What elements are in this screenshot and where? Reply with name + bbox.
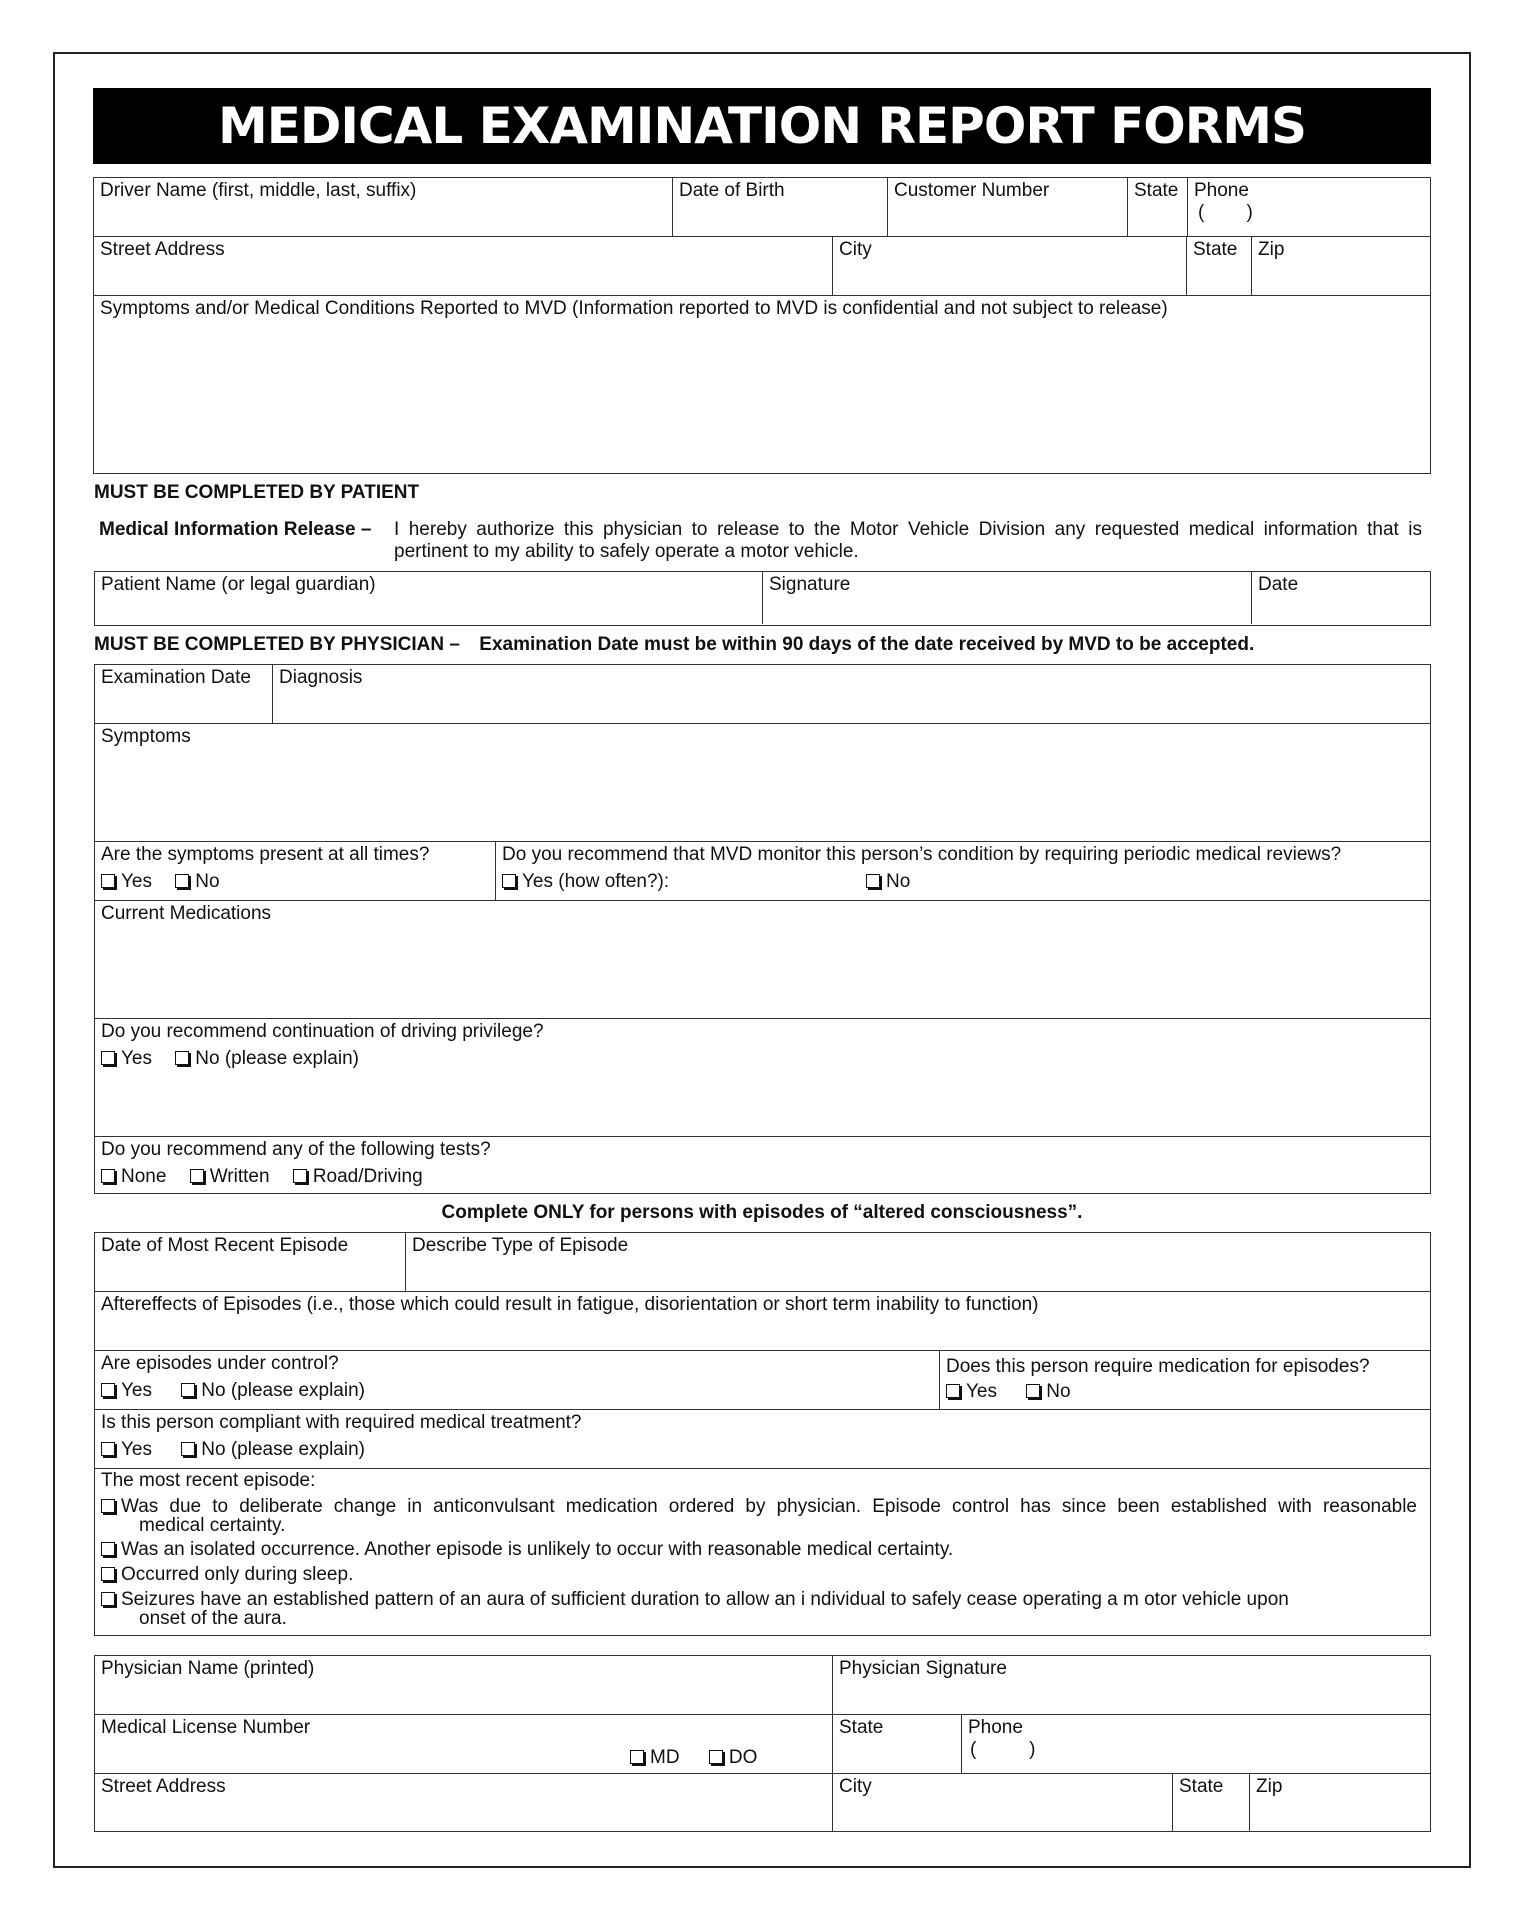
patient-date-field[interactable] xyxy=(1252,572,1430,624)
physician-street-label: Street Address xyxy=(101,1776,226,1797)
city-field[interactable] xyxy=(833,237,1187,296)
medications-label: Current Medications xyxy=(101,903,272,924)
diagnosis-field[interactable] xyxy=(273,665,1430,724)
checkbox-icon[interactable] xyxy=(101,874,115,888)
patient-signature-label: Signature xyxy=(769,574,851,595)
monitor-no[interactable]: No xyxy=(866,871,910,893)
episode-type-field[interactable] xyxy=(406,1233,1430,1292)
episode-type-label: Describe Type of Episode xyxy=(412,1235,629,1256)
checkbox-icon[interactable] xyxy=(946,1384,960,1398)
physician-phone-label: Phone xyxy=(968,1717,1023,1738)
symptoms-present-no[interactable]: No xyxy=(175,871,219,892)
symptoms-present-field xyxy=(95,842,496,901)
checkbox-icon[interactable] xyxy=(630,1750,644,1764)
patient-signature-section xyxy=(94,571,1431,626)
checkbox-icon[interactable] xyxy=(101,1592,115,1606)
customer-number-field[interactable] xyxy=(888,178,1128,237)
continue-yes[interactable]: Yes xyxy=(101,1048,152,1069)
diagnosis-label: Diagnosis xyxy=(279,667,363,688)
symptoms-present-question: Are the symptoms present at all times? xyxy=(101,844,430,865)
physician-exam-section xyxy=(94,664,1431,1194)
physician-zip-label: Zip xyxy=(1256,1776,1283,1797)
checkbox-icon[interactable] xyxy=(866,874,880,888)
patient-name-field[interactable] xyxy=(95,572,763,624)
form-title: MEDICAL EXAMINATION REPORT FORMS xyxy=(93,88,1431,164)
checkbox-icon[interactable] xyxy=(190,1169,204,1183)
exam-symptoms-field[interactable] xyxy=(95,724,1430,842)
tests-road[interactable]: Road/Driving xyxy=(293,1166,423,1187)
episode-medication-field xyxy=(940,1351,1430,1410)
license-label: Medical License Number xyxy=(101,1717,311,1738)
checkbox-icon[interactable] xyxy=(101,1542,115,1556)
phone-field[interactable] xyxy=(1188,178,1430,237)
compliant-field xyxy=(95,1410,1430,1469)
driver-info-section xyxy=(93,177,1431,474)
release-text-line-2: pertinent to my ability to safely operate a motor vehicle. xyxy=(394,541,859,562)
do-option[interactable]: DO xyxy=(709,1747,758,1768)
checkbox-icon[interactable] xyxy=(293,1169,307,1183)
customer-number-label: Customer Number xyxy=(894,180,1050,201)
episode-option-2[interactable]: Was an isolated occurrence. Another episode is unlikely to occur with reasonable medical certainty. xyxy=(101,1540,1424,1560)
episode-option-4[interactable]: Seizures have an established pattern of an aura of sufficient duration to allow an i ndividual to safely cease operating a m otor vehicle upon onset of the aura. xyxy=(101,1590,1424,1628)
release-text-line-1: I hereby authorize this physician to release to the Motor Vehicle Division any requested medical information that is xyxy=(394,519,1422,540)
phone-area-code: ( ) xyxy=(1198,202,1253,223)
physician-name-label: Physician Name (printed) xyxy=(101,1658,315,1679)
checkbox-icon[interactable] xyxy=(101,1499,115,1513)
state2-field[interactable] xyxy=(1187,237,1252,296)
physician-state2-label: State xyxy=(1179,1776,1224,1797)
control-yes[interactable]: Yes xyxy=(101,1380,152,1401)
continue-driving-question: Do you recommend continuation of driving privilege? xyxy=(101,1021,544,1042)
state2-label: State xyxy=(1193,239,1238,260)
symptoms-present-yes[interactable]: Yes xyxy=(101,871,152,892)
checkbox-icon[interactable] xyxy=(181,1442,195,1456)
patient-date-label: Date xyxy=(1258,574,1299,595)
episode-option-1[interactable]: Was due to deliberate change in anticonvulsant medication ordered by physician. Episode control has since been established with reasonable medical certainty. xyxy=(101,1497,1424,1535)
tests-field xyxy=(95,1137,1430,1193)
checkbox-icon[interactable] xyxy=(101,1051,115,1065)
dob-label: Date of Birth xyxy=(679,180,785,201)
checkbox-icon[interactable] xyxy=(181,1383,195,1397)
physician-info-section xyxy=(94,1655,1431,1832)
physician-name-field[interactable] xyxy=(95,1656,833,1715)
physician-zip-field[interactable] xyxy=(1250,1774,1430,1831)
physician-heading-title: MUST BE COMPLETED BY PHYSICIAN – xyxy=(94,634,460,655)
checkbox-icon[interactable] xyxy=(175,1051,189,1065)
release-title: Medical Information Release – xyxy=(99,519,372,540)
checkbox-icon[interactable] xyxy=(101,1442,115,1456)
compliant-question: Is this person compliant with required medical treatment? xyxy=(101,1412,582,1433)
episode-medication-question: Does this person require medication for episodes? xyxy=(946,1356,1370,1377)
most-recent-episode-field xyxy=(95,1469,1430,1635)
aftereffects-label: Aftereffects of Episodes (i.e., those which could result in fatigue, disorientation or short term inability to function) xyxy=(101,1294,1039,1315)
md-option[interactable]: MD xyxy=(630,1747,680,1768)
physician-phone-field[interactable] xyxy=(962,1715,1430,1774)
compliant-yes[interactable]: Yes xyxy=(101,1439,152,1460)
patient-name-label: Patient Name (or legal guardian) xyxy=(101,574,376,595)
exam-date-label: Examination Date xyxy=(101,667,251,688)
medication-yes[interactable]: Yes xyxy=(946,1381,997,1402)
checkbox-icon[interactable] xyxy=(101,1169,115,1183)
control-no[interactable]: No (please explain) xyxy=(181,1380,365,1401)
continue-no[interactable]: No (please explain) xyxy=(175,1048,359,1069)
recent-episode-label: Date of Most Recent Episode xyxy=(101,1235,349,1256)
episodes-heading: Complete ONLY for persons with episodes of “altered consciousness”. xyxy=(441,1202,1083,1223)
episodes-control-field xyxy=(95,1351,940,1410)
checkbox-icon[interactable] xyxy=(502,874,516,888)
driver-name-field[interactable] xyxy=(94,178,673,237)
tests-question: Do you recommend any of the following tests? xyxy=(101,1139,491,1160)
physician-state2-field[interactable] xyxy=(1173,1774,1250,1831)
checkbox-icon[interactable] xyxy=(175,874,189,888)
zip-field[interactable] xyxy=(1252,237,1430,296)
street-label: Street Address xyxy=(100,239,225,260)
compliant-no[interactable]: No (please explain) xyxy=(181,1439,365,1460)
most-recent-label: The most recent episode: xyxy=(101,1470,316,1491)
physician-heading-note: Examination Date must be within 90 days of the date received by MVD to be accepted. xyxy=(479,634,1255,655)
reported-symptoms-label: Symptoms and/or Medical Conditions Reported to MVD (Information reported to MVD is confidential and not subject to release) xyxy=(100,298,1168,319)
physician-signature-field[interactable] xyxy=(833,1656,1430,1715)
aftereffects-field[interactable] xyxy=(95,1292,1430,1351)
state-label: State xyxy=(1134,180,1179,201)
episodes-section xyxy=(94,1232,1431,1636)
monitor-question: Do you recommend that MVD monitor this person’s condition by requiring periodic medical reviews? xyxy=(502,844,1342,865)
physician-city-label: City xyxy=(839,1776,872,1797)
street-field[interactable] xyxy=(94,237,833,296)
checkbox-icon[interactable] xyxy=(709,1750,723,1764)
tests-written[interactable]: Written xyxy=(190,1166,270,1187)
patient-signature-field[interactable] xyxy=(763,572,1252,624)
exam-date-field[interactable] xyxy=(95,665,273,724)
continue-driving-field xyxy=(95,1019,1430,1137)
driver-name-label: Driver Name (first, middle, last, suffix) xyxy=(100,180,417,201)
monitor-yes[interactable]: Yes (how often?): xyxy=(502,871,669,892)
release-text xyxy=(394,519,1422,562)
dob-field[interactable] xyxy=(673,178,888,237)
checkbox-icon[interactable] xyxy=(1026,1384,1040,1398)
checkbox-icon[interactable] xyxy=(101,1567,115,1581)
zip-label: Zip xyxy=(1258,239,1285,260)
state-field[interactable] xyxy=(1128,178,1188,237)
reported-symptoms-field[interactable] xyxy=(94,296,1430,472)
recent-episode-field[interactable] xyxy=(95,1233,406,1292)
physician-heading xyxy=(94,634,1254,656)
physician-state-field[interactable] xyxy=(833,1715,962,1774)
episodes-control-question: Are episodes under control? xyxy=(101,1353,339,1374)
physician-city-field[interactable] xyxy=(833,1774,1173,1831)
physician-phone-area-code: ( ) xyxy=(970,1739,1036,1760)
medications-field[interactable] xyxy=(95,901,1430,1019)
city-label: City xyxy=(839,239,872,260)
physician-street-field[interactable] xyxy=(95,1774,833,1831)
exam-symptoms-label: Symptoms xyxy=(101,726,191,747)
tests-none[interactable]: None xyxy=(101,1166,166,1187)
phone-label: Phone xyxy=(1194,180,1249,201)
physician-state-label: State xyxy=(839,1717,884,1738)
monitor-field xyxy=(496,842,1430,901)
license-field[interactable] xyxy=(95,1715,833,1774)
episode-option-3[interactable]: Occurred only during sleep. xyxy=(101,1565,1424,1585)
patient-heading: MUST BE COMPLETED BY PATIENT xyxy=(94,482,420,503)
medication-no[interactable]: No xyxy=(1026,1381,1070,1402)
checkbox-icon[interactable] xyxy=(101,1383,115,1397)
physician-signature-label: Physician Signature xyxy=(839,1658,1007,1679)
